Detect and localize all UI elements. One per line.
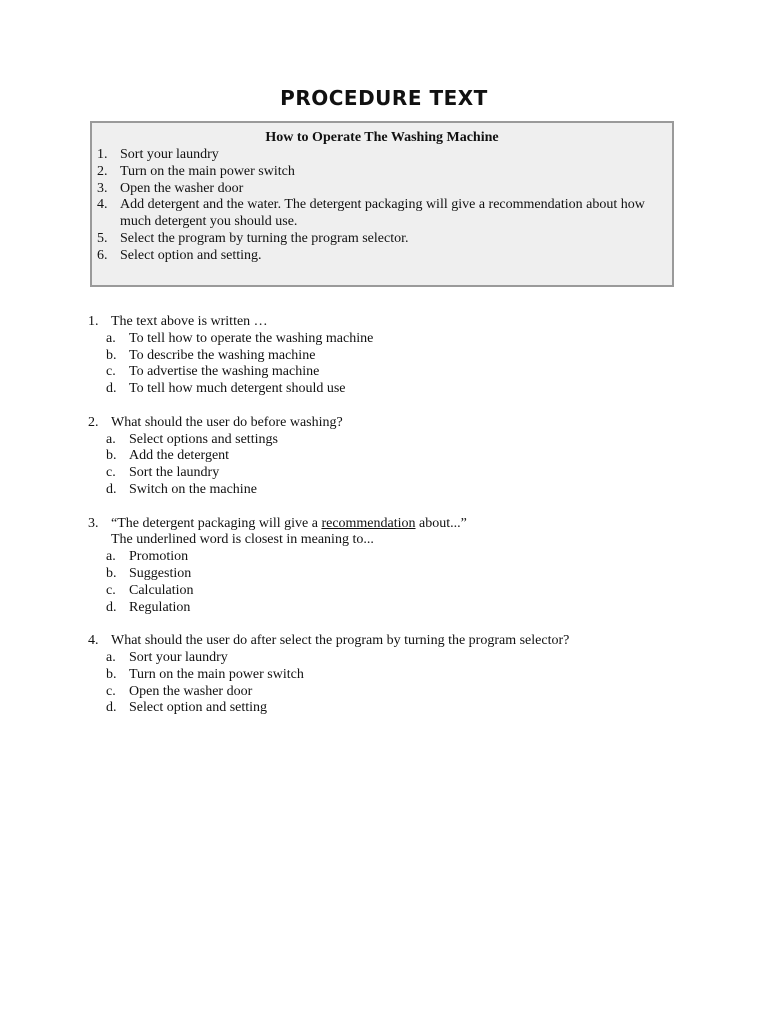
step-text: Turn on the main power switch [120,163,295,179]
procedure-box [90,121,674,287]
option-text: Sort the laundry [129,465,220,481]
procedure-step [92,164,672,181]
option-letter: d. [106,700,117,716]
answer-option [88,465,728,482]
answer-option [88,348,728,365]
answer-options [88,331,728,398]
option-letter: b. [106,347,117,363]
step-text: Select option and setting. [120,247,262,263]
option-letter: b. [106,666,117,682]
question-subtext: The underlined word is closest in meaning to... [111,532,374,548]
option-letter: d. [106,481,117,497]
option-text: To advertise the washing machine [129,364,320,380]
step-text: Open the washer door [120,180,244,196]
page-title: PROCEDURE TEXT [280,86,488,110]
question-1 [88,314,728,398]
option-letter: a. [106,431,116,447]
option-letter: b. [106,448,117,464]
question-list [88,314,728,734]
step-text: Add detergent and the water. The detergent packaging will give a recommendation about how much detergent you should use. [120,197,645,230]
step-number: 5. [97,230,108,246]
procedure-step [92,197,672,231]
option-text: Calculation [129,582,194,598]
answer-option [88,566,728,583]
step-number: 1. [97,147,108,162]
question-number: 2. [88,414,99,430]
answer-option [88,448,728,465]
option-text: Suggestion [129,565,192,581]
option-text: Switch on the machine [129,481,257,497]
answer-options [88,432,728,499]
answer-options [88,549,728,616]
step-number: 4. [97,197,108,213]
answer-option [88,381,728,398]
answer-option [88,364,728,381]
question-stem [88,314,728,331]
answer-option [88,684,728,701]
option-letter: a. [106,330,116,346]
option-letter: d. [106,381,117,397]
question-4 [88,633,728,717]
answer-option [88,331,728,348]
answer-option [88,600,728,617]
option-text: To tell how to operate the washing machine [129,330,374,346]
option-text: Add the detergent [129,448,230,464]
answer-option [88,700,728,717]
procedure-step [92,248,672,265]
question-2 [88,415,728,499]
procedure-step [92,147,672,164]
question-number: 3. [88,515,99,531]
underlined-word: recommendation [321,515,416,531]
option-text: Sort your laundry [129,649,228,665]
procedure-step [92,181,672,198]
option-letter: a. [106,549,116,565]
option-letter: c. [106,582,116,598]
option-text: Turn on the main power switch [129,666,304,682]
answer-option [88,482,728,499]
step-number: 3. [97,180,108,196]
option-text: To describe the washing machine [129,347,316,363]
answer-option [88,432,728,449]
question-text: What should the user do before washing? [111,414,343,430]
question-text: What should the user do after select the program by turning the program selector? [111,633,570,649]
question-text: The text above is written … [111,314,268,329]
question-number: 4. [88,633,99,649]
option-letter: c. [106,683,116,699]
question-text-after: about...” [415,515,467,531]
answer-option [88,583,728,600]
question-stem [88,633,728,650]
option-text: To tell how much detergent should use [129,381,346,397]
answer-options [88,650,728,717]
answer-option [88,667,728,684]
option-text: Select options and settings [129,431,278,447]
answer-option [88,650,728,667]
question-stem [88,415,728,432]
option-text: Promotion [129,549,189,565]
option-text: Regulation [129,599,191,615]
option-letter: c. [106,364,116,380]
question-text-before: “The detergent packaging will give a [111,515,322,531]
option-text: Open the washer door [129,683,253,699]
option-letter: b. [106,565,117,581]
step-text: Sort your laundry [120,147,219,162]
question-stem [88,516,728,533]
option-letter: a. [106,649,116,665]
procedure-heading: How to Operate The Washing Machine [265,130,499,145]
option-letter: c. [106,465,116,481]
option-text: Select option and setting [129,700,268,716]
answer-option [88,549,728,566]
question-number: 1. [88,314,99,329]
procedure-step [92,231,672,248]
question-3 [88,516,728,617]
step-number: 2. [97,163,108,179]
procedure-steps [92,147,672,265]
option-letter: d. [106,599,117,615]
step-number: 6. [97,247,108,263]
step-text: Select the program by turning the program selector. [120,230,409,246]
